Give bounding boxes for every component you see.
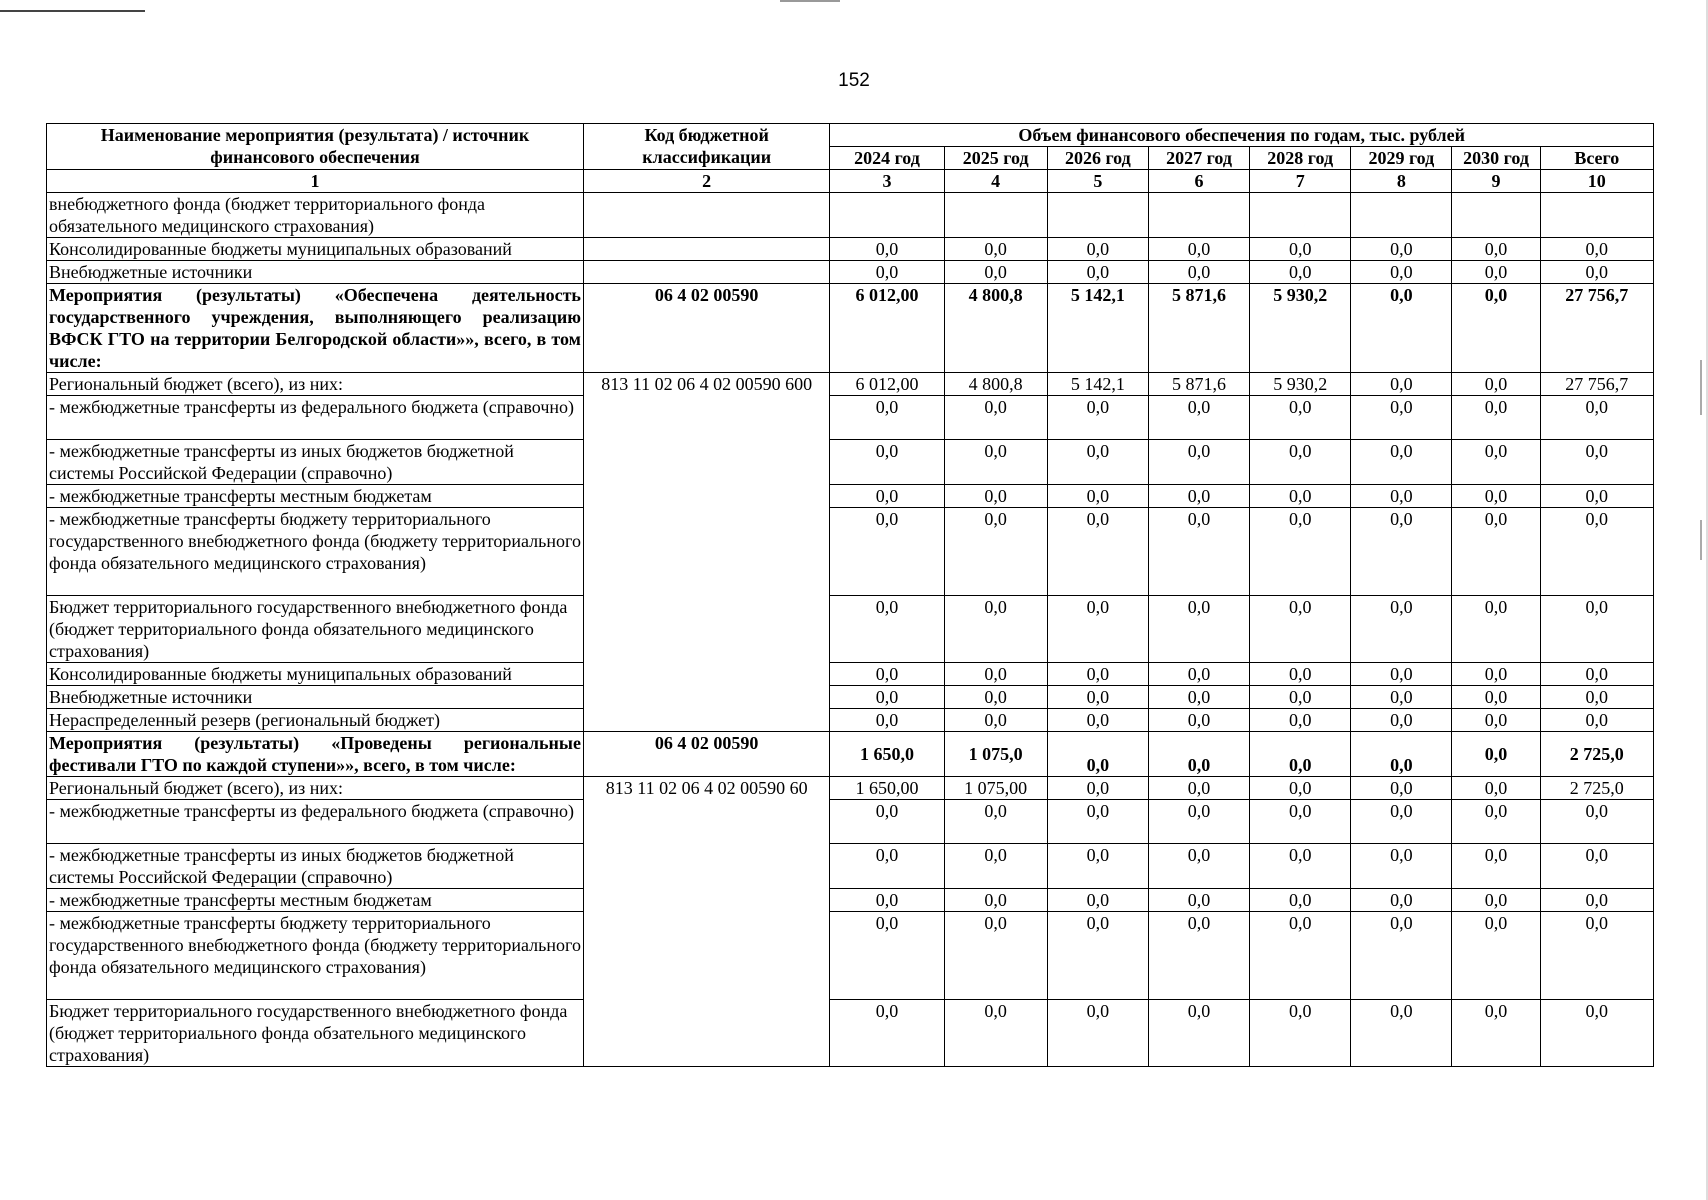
table-row	[47, 238, 1654, 261]
row-value: 0,0	[1452, 889, 1540, 912]
scan-artifact-line	[0, 10, 145, 12]
row-code	[583, 261, 829, 284]
row-value: 0,0	[1452, 732, 1540, 777]
header-year: 2025 год	[944, 147, 1047, 170]
table-row	[47, 709, 1654, 732]
row-total: 0,0	[1540, 396, 1653, 440]
table-row	[47, 396, 1654, 440]
row-value: 0,0	[1047, 440, 1148, 485]
row-total: 0,0	[1540, 686, 1653, 709]
row-name: Мероприятия (результаты) «Проведены региональные фестивали ГТО по каждой ступени»», всего, в том числе:	[47, 732, 584, 777]
column-number: 2	[583, 170, 829, 193]
row-value: 0,0	[1452, 686, 1540, 709]
row-value: 0,0	[1452, 912, 1540, 1000]
row-name: Внебюджетные источники	[47, 686, 584, 709]
table-row	[47, 889, 1654, 912]
row-value: 0,0	[1250, 889, 1351, 912]
row-value: 1 650,0	[830, 732, 944, 777]
row-total: 0,0	[1540, 440, 1653, 485]
row-total: 0,0	[1540, 596, 1653, 663]
row-value: 0,0	[1148, 889, 1249, 912]
row-value: 0,0	[1148, 777, 1249, 800]
row-value: 0,0	[1452, 238, 1540, 261]
row-value: 0,0	[1047, 596, 1148, 663]
row-value: 0,0	[1351, 238, 1452, 261]
header-name: Наименование мероприятия (результата) / источник финансового обеспечения	[47, 124, 584, 170]
row-value: 0,0	[944, 709, 1047, 732]
row-value: 0,0	[830, 440, 944, 485]
row-value	[830, 193, 944, 238]
row-value: 0,0	[944, 1000, 1047, 1067]
row-value: 0,0	[1351, 800, 1452, 844]
row-name: Региональный бюджет (всего), из них:	[47, 373, 584, 396]
row-value: 5 142,1	[1047, 284, 1148, 373]
row-value: 0,0	[830, 663, 944, 686]
row-name: - межбюджетные трансферты из федерального бюджета (справочно)	[47, 800, 584, 844]
row-value: 0,0	[944, 912, 1047, 1000]
row-value: 1 075,00	[944, 777, 1047, 800]
row-value: 0,0	[1452, 663, 1540, 686]
row-total	[1540, 193, 1653, 238]
row-value: 0,0	[1250, 663, 1351, 686]
row-total: 27 756,7	[1540, 284, 1653, 373]
row-value: 1 075,0	[944, 732, 1047, 777]
row-value: 5 930,2	[1250, 373, 1351, 396]
table-row	[47, 261, 1654, 284]
row-value: 5 871,6	[1148, 284, 1249, 373]
row-value: 0,0	[1452, 800, 1540, 844]
row-value: 0,0	[1148, 440, 1249, 485]
row-code	[583, 238, 829, 261]
row-value: 0,0	[1148, 912, 1249, 1000]
row-value: 5 142,1	[1047, 373, 1148, 396]
row-value: 0,0	[1250, 800, 1351, 844]
row-value: 6 012,00	[830, 284, 944, 373]
row-total: 0,0	[1540, 889, 1653, 912]
row-value: 0,0	[1148, 238, 1249, 261]
row-value: 0,0	[1452, 440, 1540, 485]
row-value: 0,0	[944, 596, 1047, 663]
row-value: 0,0	[830, 261, 944, 284]
row-total: 0,0	[1540, 663, 1653, 686]
row-value: 0,0	[1452, 709, 1540, 732]
budget-table	[46, 123, 1654, 1067]
row-value: 0,0	[1047, 396, 1148, 440]
table-body	[47, 193, 1654, 1067]
row-name: Внебюджетные источники	[47, 261, 584, 284]
row-value: 0,0	[1047, 732, 1148, 777]
row-value: 1 650,00	[830, 777, 944, 800]
row-name: - межбюджетные трансферты из иных бюджетов бюджетной системы Российской Федерации (справочно)	[47, 844, 584, 889]
row-name: Бюджет территориального государственного внебюджетного фонда (бюджет территориального фонда обязательного медицинского страхования)	[47, 596, 584, 663]
row-value	[1148, 193, 1249, 238]
row-name: - межбюджетные трансферты бюджету территориального государственного внебюджетного фонда (бюджету территориального фонда обязательного медицинского страхования)	[47, 912, 584, 1000]
row-value: 0,0	[1148, 732, 1249, 777]
row-value: 0,0	[1351, 284, 1452, 373]
table-row	[47, 596, 1654, 663]
row-value: 0,0	[1452, 485, 1540, 508]
row-value: 0,0	[1148, 844, 1249, 889]
row-value: 0,0	[1351, 596, 1452, 663]
row-code	[583, 193, 829, 238]
row-value: 0,0	[1250, 732, 1351, 777]
row-value: 0,0	[1250, 238, 1351, 261]
row-value: 0,0	[1452, 844, 1540, 889]
row-value: 0,0	[944, 261, 1047, 284]
row-value: 0,0	[830, 709, 944, 732]
column-number: 6	[1148, 170, 1249, 193]
row-value: 0,0	[1452, 777, 1540, 800]
row-total: 0,0	[1540, 508, 1653, 596]
header-year: 2030 год	[1452, 147, 1540, 170]
row-value: 0,0	[1351, 663, 1452, 686]
table-row	[47, 732, 1654, 777]
row-name: - межбюджетные трансферты из федерального бюджета (справочно)	[47, 396, 584, 440]
row-total: 0,0	[1540, 1000, 1653, 1067]
header-volume: Объем финансового обеспечения по годам, тыс. рублей	[830, 124, 1654, 147]
row-value: 4 800,8	[944, 284, 1047, 373]
row-value: 6 012,00	[830, 373, 944, 396]
row-value: 0,0	[1047, 238, 1148, 261]
row-value: 0,0	[1351, 732, 1452, 777]
row-value: 0,0	[1452, 261, 1540, 284]
row-value: 0,0	[1250, 261, 1351, 284]
row-code: 813 11 02 06 4 02 00590 60	[583, 777, 829, 1067]
row-value	[1351, 193, 1452, 238]
table-row	[47, 1000, 1654, 1067]
row-code: 06 4 02 00590	[583, 284, 829, 373]
row-value: 0,0	[830, 686, 944, 709]
table-row	[47, 686, 1654, 709]
row-total: 0,0	[1540, 261, 1653, 284]
row-value: 0,0	[944, 800, 1047, 844]
row-value: 0,0	[1351, 912, 1452, 1000]
row-value: 0,0	[1047, 1000, 1148, 1067]
row-value: 0,0	[1250, 596, 1351, 663]
row-value: 0,0	[944, 686, 1047, 709]
row-value: 0,0	[1452, 596, 1540, 663]
row-value: 0,0	[1148, 485, 1249, 508]
row-value: 0,0	[1250, 777, 1351, 800]
row-value: 0,0	[1351, 1000, 1452, 1067]
row-value: 0,0	[1351, 777, 1452, 800]
row-value: 0,0	[1452, 284, 1540, 373]
row-total: 0,0	[1540, 844, 1653, 889]
table-row	[47, 284, 1654, 373]
row-value: 0,0	[944, 889, 1047, 912]
row-value: 0,0	[1250, 709, 1351, 732]
row-value: 0,0	[830, 238, 944, 261]
row-value: 0,0	[1047, 663, 1148, 686]
row-value: 0,0	[1351, 844, 1452, 889]
row-value: 0,0	[1250, 844, 1351, 889]
row-name: Нераспределенный резерв (региональный бюджет)	[47, 709, 584, 732]
row-value: 0,0	[830, 844, 944, 889]
row-value: 0,0	[830, 596, 944, 663]
row-name: Бюджет территориального государственного внебюджетного фонда (бюджет территориального фонда обзательного медицинского страхования)	[47, 1000, 584, 1067]
header-total: Всего	[1540, 147, 1653, 170]
row-total: 0,0	[1540, 238, 1653, 261]
row-value: 0,0	[1047, 709, 1148, 732]
row-value: 0,0	[1047, 777, 1148, 800]
row-name: - межбюджетные трансферты из иных бюджетов бюджетной системы Российской Федерации (справочно)	[47, 440, 584, 485]
row-value: 0,0	[1148, 1000, 1249, 1067]
row-value: 0,0	[1148, 663, 1249, 686]
row-value: 0,0	[1047, 508, 1148, 596]
row-total: 0,0	[1540, 800, 1653, 844]
table-row	[47, 373, 1654, 396]
table-row	[47, 844, 1654, 889]
row-value: 0,0	[830, 1000, 944, 1067]
row-code: 813 11 02 06 4 02 00590 600	[583, 373, 829, 732]
row-name: - межбюджетные трансферты местным бюджетам	[47, 889, 584, 912]
scan-artifact-line	[1700, 360, 1702, 415]
column-number: 9	[1452, 170, 1540, 193]
row-value: 0,0	[1148, 508, 1249, 596]
row-total: 0,0	[1540, 912, 1653, 1000]
column-number: 8	[1351, 170, 1452, 193]
row-name: Консолидированные бюджеты муниципальных образований	[47, 238, 584, 261]
row-value: 0,0	[944, 508, 1047, 596]
header-code: Код бюджетной классификации	[583, 124, 829, 170]
table-row	[47, 485, 1654, 508]
row-name: Консолидированные бюджеты муниципальных образований	[47, 663, 584, 686]
row-value: 0,0	[944, 663, 1047, 686]
row-value: 0,0	[1047, 800, 1148, 844]
row-value: 0,0	[1148, 261, 1249, 284]
column-number: 1	[47, 170, 584, 193]
row-value: 0,0	[1148, 800, 1249, 844]
row-value	[1047, 193, 1148, 238]
row-value: 5 871,6	[1148, 373, 1249, 396]
row-value: 0,0	[944, 485, 1047, 508]
row-name: - межбюджетные трансферты местным бюджетам	[47, 485, 584, 508]
row-name: внебюджетного фонда (бюджет территориального фонда обязательного медицинского страхования)	[47, 193, 584, 238]
row-value: 0,0	[1047, 912, 1148, 1000]
scan-artifact-line	[780, 0, 840, 2]
table-row	[47, 193, 1654, 238]
row-value: 0,0	[1148, 396, 1249, 440]
row-value: 0,0	[1250, 686, 1351, 709]
row-name: - межбюджетные трансферты бюджету территориального государственного внебюджетного фонда (бюджету территориального фонда обязательного медицинского страхования)	[47, 508, 584, 596]
table-row	[47, 800, 1654, 844]
row-value: 0,0	[1250, 1000, 1351, 1067]
row-value: 0,0	[1250, 440, 1351, 485]
row-value: 0,0	[1351, 709, 1452, 732]
row-value: 0,0	[830, 800, 944, 844]
row-value: 0,0	[830, 889, 944, 912]
row-value: 0,0	[830, 396, 944, 440]
row-value: 5 930,2	[1250, 284, 1351, 373]
row-total: 0,0	[1540, 709, 1653, 732]
row-value: 0,0	[1148, 596, 1249, 663]
page-number: 152	[838, 70, 870, 91]
row-value: 0,0	[1351, 508, 1452, 596]
row-value: 0,0	[1250, 508, 1351, 596]
row-value	[1452, 193, 1540, 238]
row-value: 0,0	[944, 396, 1047, 440]
row-value: 0,0	[944, 844, 1047, 889]
row-total: 2 725,0	[1540, 732, 1653, 777]
row-value: 0,0	[1250, 485, 1351, 508]
row-value: 0,0	[1351, 889, 1452, 912]
table-row	[47, 663, 1654, 686]
row-value: 0,0	[1351, 440, 1452, 485]
header-year: 2029 год	[1351, 147, 1452, 170]
row-value: 0,0	[1351, 261, 1452, 284]
row-value: 0,0	[1148, 709, 1249, 732]
row-value: 0,0	[830, 508, 944, 596]
column-number: 3	[830, 170, 944, 193]
row-value: 0,0	[1250, 396, 1351, 440]
table-row	[47, 440, 1654, 485]
row-value: 0,0	[830, 912, 944, 1000]
row-value: 0,0	[1148, 686, 1249, 709]
row-value: 0,0	[1250, 912, 1351, 1000]
column-number: 5	[1047, 170, 1148, 193]
column-number: 10	[1540, 170, 1653, 193]
row-value: 0,0	[1351, 686, 1452, 709]
table-row	[47, 777, 1654, 800]
table-row	[47, 508, 1654, 596]
row-total: 0,0	[1540, 485, 1653, 508]
row-value: 0,0	[1047, 889, 1148, 912]
row-value: 0,0	[944, 440, 1047, 485]
row-value: 0,0	[1351, 373, 1452, 396]
row-value: 0,0	[1351, 396, 1452, 440]
row-value: 0,0	[1452, 396, 1540, 440]
row-value	[944, 193, 1047, 238]
row-total: 27 756,7	[1540, 373, 1653, 396]
header-year: 2028 год	[1250, 147, 1351, 170]
row-value: 0,0	[830, 485, 944, 508]
row-value: 0,0	[1351, 485, 1452, 508]
row-value	[1250, 193, 1351, 238]
column-number: 4	[944, 170, 1047, 193]
row-value: 0,0	[944, 238, 1047, 261]
row-value: 0,0	[1047, 485, 1148, 508]
column-number: 7	[1250, 170, 1351, 193]
row-value: 0,0	[1047, 844, 1148, 889]
row-name: Мероприятия (результаты) «Обеспечена деятельность государственного учреждения, выполняющего реализацию ВФСК ГТО на территории Белгородской области»», всего, в том числе:	[47, 284, 584, 373]
row-value: 0,0	[1047, 686, 1148, 709]
row-value: 0,0	[1452, 508, 1540, 596]
row-value: 0,0	[1452, 373, 1540, 396]
row-value: 0,0	[1047, 261, 1148, 284]
scan-artifact-line	[1700, 520, 1702, 560]
row-value: 4 800,8	[944, 373, 1047, 396]
header-year: 2026 год	[1047, 147, 1148, 170]
header-year: 2027 год	[1148, 147, 1249, 170]
row-name: Региональный бюджет (всего), из них:	[47, 777, 584, 800]
row-value: 0,0	[1452, 1000, 1540, 1067]
table-row	[47, 912, 1654, 1000]
row-total: 2 725,0	[1540, 777, 1653, 800]
row-code: 06 4 02 00590	[583, 732, 829, 777]
header-year: 2024 год	[830, 147, 944, 170]
